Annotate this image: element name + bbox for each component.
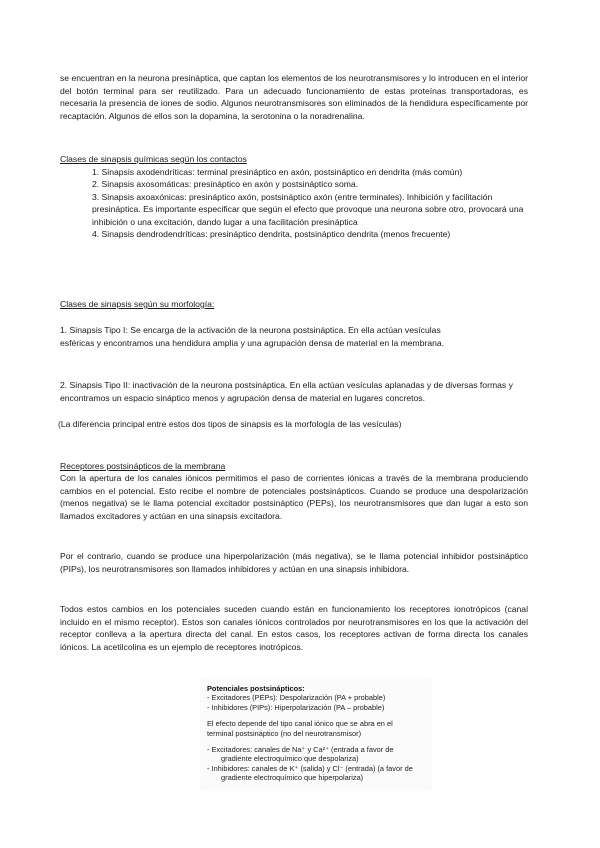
figure-line: - Excitadores (PEPs): Despolarización (PA + probable) (207, 693, 386, 703)
figure-line: gradiente electroquímico que despolariza) (221, 754, 359, 764)
postsynaptic-potentials-figure (201, 678, 431, 790)
figure-line: - Inhibidores: canales de K⁺ (salida) y Cl⁻ (entrada) (a favor de (207, 763, 413, 773)
receptors-paragraph-1: Con la apertura de los canales iónicos permitimos el paso de corrientes iónicas a través de la membrana produciendo cambios en el potencial. Esto recibe el nombre de potenciales postsinápticos. Cuando se produce una despolarización (menos negativa) se le llama potencial excitador postsináptico (PEPs), los neurotransmisores que dan lugar a esto son llamados excitadores y actúan en una sinapsis excitadora. (60, 473, 528, 521)
morphology-note: (La diferencia principal entre estos dos tipos de sinapsis es la morfología de las vesículas) (58, 419, 402, 429)
figure-title: Potenciales postsinápticos: (207, 684, 305, 693)
contacts-list (92, 166, 528, 240)
receptors-paragraph-2: Por el contrario, cuando se produce una hiperpolarización (más negativa), se le llama potencial inhibidor postsináptico (PIPs), los neurotransmisores son llamados inhibidores y actúan en una sinapsis inhibidora. (60, 551, 528, 574)
figure-line: El efecto depende del tipo canal iónico que se abra en el (207, 719, 393, 729)
intro-paragraph: se encuentran en la neurona presináptica, que captan los elementos de los neurotransmisores y lo introducen en el interior del botón terminal para ser reutilizado. Para un adecuado funcionamiento de estas proteínas transportadoras, es necesaria la presencia de iones de sodio. Algunos neurotransmisores son eliminados de la hendidura específicamente por recaptación. Algunos de ellos son la dopamina, la serotonina o la noradrenalina. (60, 73, 528, 121)
list-item: 4. Sinapsis dendrodendríticas: presináptico dendrita, postsináptico dendrita (menos frecuente) (92, 229, 451, 240)
list-item: 1. Sinapsis axodendríticas: terminal presináptico en axón, postsináptico en dendrita (más común) (92, 167, 463, 177)
morphology-heading: Clases de sinapsis según su morfología: (60, 299, 215, 309)
contacts-heading: Clases de sinapsis químicas según los contactos (60, 154, 247, 164)
list-item: 3. Sinapsis axoaxónicas: presináptico axón, postsináptico axón (entre terminales). Inhibición y facilitación presináptica. Es importante especificar que según el efecto que provoque una neurona sobre otro, provocará una inhibición o una excitación, dando lugar a una facilitación presináptica (92, 191, 524, 227)
list-item: 2. Sinapsis axosomáticas: presináptico en axón y postsináptico soma. (92, 179, 359, 190)
figure-line: - Excitadores: canales de Na⁺ y Ca²⁺ (entrada a favor de (207, 745, 394, 755)
receptors-paragraph-3: Todos estos cambios en los potenciales suceden cuando están en funcionamiento los receptores ionotrópicos (canal incluido en el mismo receptor). Estos son canales iónicos controlados por neurotransmisores en los que la activación del receptor conlleva a la apertura directa del canal. En estos casos, los receptores activan de forma directa los canales iónicos. La acetilcolina es un ejemplo de receptores inotrópicos. (60, 604, 528, 652)
type2-paragraph: 2. Sinapsis Tipo II: inactivación de la neurona postsináptica. En ella actúan vesículas aplanadas y de diversas formas y encontramos un espacio sináptico menos y agrupación densa de material en lugares concretos. (60, 380, 513, 403)
figure-line: terminal postsináptico (no del neurotransmisor) (207, 728, 362, 738)
figure-line: gradiente electroquímico que hiperpolariza) (221, 773, 364, 783)
figure-line: - Inhibidores (PIPs): Hiperpolarización (PA – probable) (207, 702, 385, 712)
receptors-heading: Receptores postsinápticos de la membrana (60, 461, 226, 471)
type1-paragraph: 1. Sinapsis Tipo I: Se encarga de la activación de la neurona postsináptica. En ella actúan vesículas esféricas y encontramos una hendidura amplia y una agrupación densa de material en la membrana. (60, 325, 445, 348)
